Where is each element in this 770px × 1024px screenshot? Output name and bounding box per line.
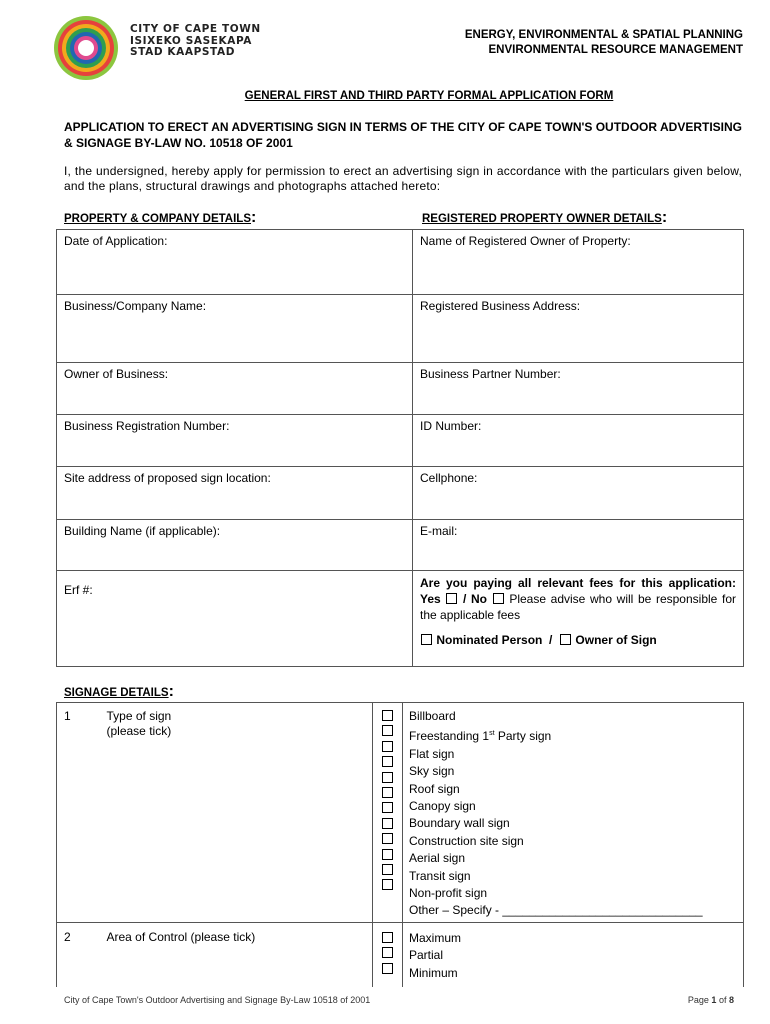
footer-bylaw: City of Cape Town's Outdoor Advertising and Signage By-Law 10518 of 2001: [64, 995, 371, 1005]
boundary-wall-sign-checkbox[interactable]: [382, 802, 393, 813]
type-of-sign-label: [101, 703, 373, 739]
department-line1: ENERGY, ENVIRONMENTAL & SPATIAL PLANNING: [464, 29, 743, 41]
freestanding-checkbox[interactable]: [382, 725, 393, 736]
field-id-number[interactable]: [413, 415, 744, 467]
field-label: Business Registration Number:: [64, 419, 230, 433]
field-cellphone[interactable]: [413, 467, 744, 520]
intro-paragraph: I, the undersigned, hereby apply for permission to erect an advertising sign in accordance with the particulars given below, and the plans, structural drawings and photographs attached hereto:: [64, 164, 742, 193]
signage-section-heading: [64, 683, 174, 701]
field-label: Business/Company Name:: [64, 299, 207, 313]
aerial-sign-checkbox[interactable]: [382, 833, 393, 844]
fees-advise-text: Please advise who will be responsible for the applicable fees: [420, 592, 736, 622]
nominated-person-label: Nominated Person: [436, 633, 543, 647]
field-business-partner-number[interactable]: [413, 363, 744, 415]
row-number: 1: [64, 709, 71, 723]
owner-section-title: REGISTERED PROPERTY OWNER DETAILS: [422, 213, 662, 225]
page-indicator: [688, 995, 734, 1005]
fees-no-checkbox[interactable]: [493, 593, 504, 604]
option-billboard: Billboard: [409, 709, 456, 723]
option-flat-sign: Flat sign: [409, 746, 455, 761]
field-email[interactable]: [413, 520, 744, 571]
field-owner-of-business[interactable]: [57, 363, 413, 415]
maximum-checkbox[interactable]: [382, 932, 393, 943]
page-number: 1: [711, 995, 717, 1005]
field-registered-business-address[interactable]: [413, 295, 744, 363]
org-name-af: STAD KAAPSTAD: [130, 46, 236, 58]
application-heading: APPLICATION TO ERECT AN ADVERTISING SIGN IN TERMS OF THE CITY OF CAPE TOWN'S OUTDOOR ADVERTISING & SIGNAGE BY-LAW NO. 10518 OF 2001: [64, 120, 742, 150]
field-label: Erf #:: [64, 583, 93, 597]
transit-sign-checkbox[interactable]: [382, 849, 393, 860]
option-roof-sign: Roof sign: [409, 781, 460, 796]
city-logo: [52, 14, 120, 82]
field-label: ID Number:: [420, 419, 482, 433]
fees-responsible-options: [413, 627, 743, 647]
option-other-specify: Other – Specify - ______________________________: [409, 903, 703, 918]
field-label: Name of Registered Owner of Property:: [420, 234, 631, 248]
option-sky-sign: Sky sign: [409, 764, 455, 779]
field-label: Building Name (if applicable):: [64, 524, 221, 538]
property-details-table: [56, 229, 744, 667]
please-tick-text: (please tick): [106, 724, 172, 738]
property-section-heading: [64, 209, 256, 227]
owner-of-sign-checkbox[interactable]: [560, 634, 571, 645]
construction-site-sign-checkbox[interactable]: [382, 818, 393, 829]
row-number: 2: [64, 930, 71, 944]
field-erf-number[interactable]: [57, 571, 413, 667]
field-label: Registered Business Address:: [420, 299, 581, 313]
option-freestanding-tail: Party sign: [494, 729, 552, 744]
owner-of-sign-label: Owner of Sign: [575, 633, 657, 647]
field-label: Cellphone:: [420, 471, 478, 485]
minimum-checkbox[interactable]: [382, 963, 393, 974]
option-boundary-wall-sign: Boundary wall sign: [409, 816, 510, 831]
page-total: 8: [728, 995, 734, 1005]
field-date-of-application[interactable]: [57, 230, 413, 295]
canopy-sign-checkbox[interactable]: [382, 787, 393, 798]
property-section-title: PROPERTY & COMPANY DETAILS: [64, 213, 252, 225]
field-label: E-mail:: [420, 524, 458, 538]
flat-sign-checkbox[interactable]: [382, 741, 393, 752]
option-aerial-sign: Aerial sign: [409, 851, 466, 866]
superscript-st: st: [489, 730, 495, 738]
field-building-name[interactable]: [57, 520, 413, 571]
field-label: Date of Application:: [64, 234, 168, 248]
area-of-control-label: Area of Control (please tick): [106, 930, 256, 944]
field-business-name[interactable]: [57, 295, 413, 363]
department-line2: ENVIRONMENTAL RESOURCE MANAGEMENT: [488, 44, 743, 56]
slash: /: [463, 592, 467, 606]
field-label: Owner of Business:: [64, 367, 169, 381]
field-business-registration-number[interactable]: [57, 415, 413, 467]
nominated-person-checkbox[interactable]: [421, 634, 432, 645]
sign-type-checkboxes: [373, 703, 403, 923]
field-label: Business Partner Number:: [420, 367, 561, 381]
field-label: Site address of proposed sign location:: [64, 471, 271, 485]
area-checkboxes: [373, 923, 403, 987]
slash: /: [549, 633, 553, 647]
field-site-address[interactable]: [57, 467, 413, 520]
option-partial: Partial: [409, 948, 444, 963]
form-title: GENERAL FIRST AND THIRD PARTY FORMAL APPLICATION FORM: [244, 90, 614, 102]
non-profit-sign-checkbox[interactable]: [382, 864, 393, 875]
fees-no-label: No: [471, 592, 488, 606]
colon: :: [251, 209, 257, 226]
department-header: [465, 28, 743, 58]
option-freestanding-text: Freestanding 1: [409, 729, 490, 744]
colon: :: [168, 683, 174, 700]
roof-sign-checkbox[interactable]: [382, 772, 393, 783]
option-transit-sign: Transit sign: [409, 868, 471, 883]
colon: :: [661, 209, 668, 226]
owner-section-heading: [422, 209, 667, 227]
fees-cell: [413, 571, 744, 667]
field-registered-owner-name[interactable]: [413, 230, 744, 295]
signage-section-title: SIGNAGE DETAILS: [64, 687, 169, 699]
area-options: [403, 923, 743, 982]
sign-type-options: [403, 703, 743, 920]
of-word: of: [718, 995, 727, 1005]
option-non-profit-sign: Non-profit sign: [409, 886, 488, 901]
fees-yes-checkbox[interactable]: [446, 593, 457, 604]
page-word: Page: [687, 995, 709, 1005]
sky-sign-checkbox[interactable]: [382, 756, 393, 767]
fees-question-text: Are you paying all relevant fees for this application:: [420, 576, 736, 590]
option-construction-site-sign: Construction site sign: [409, 833, 524, 848]
fees-question: [413, 571, 743, 627]
billboard-checkbox[interactable]: [382, 710, 393, 721]
fees-yes-label: Yes: [420, 592, 441, 606]
option-minimum: Minimum: [409, 965, 458, 980]
signage-details-table: [56, 702, 744, 987]
option-freestanding: [409, 725, 743, 745]
org-name-xh: ISIXEKO SASEKAPA: [130, 34, 253, 47]
type-of-sign-text: Type of sign: [106, 709, 172, 723]
org-name-en: CITY OF CAPE TOWN: [130, 23, 261, 35]
logo-text: [130, 24, 261, 59]
option-maximum: Maximum: [409, 931, 462, 945]
partial-checkbox[interactable]: [382, 947, 393, 958]
other-sign-checkbox[interactable]: [382, 879, 393, 890]
option-canopy-sign: Canopy sign: [409, 799, 476, 814]
